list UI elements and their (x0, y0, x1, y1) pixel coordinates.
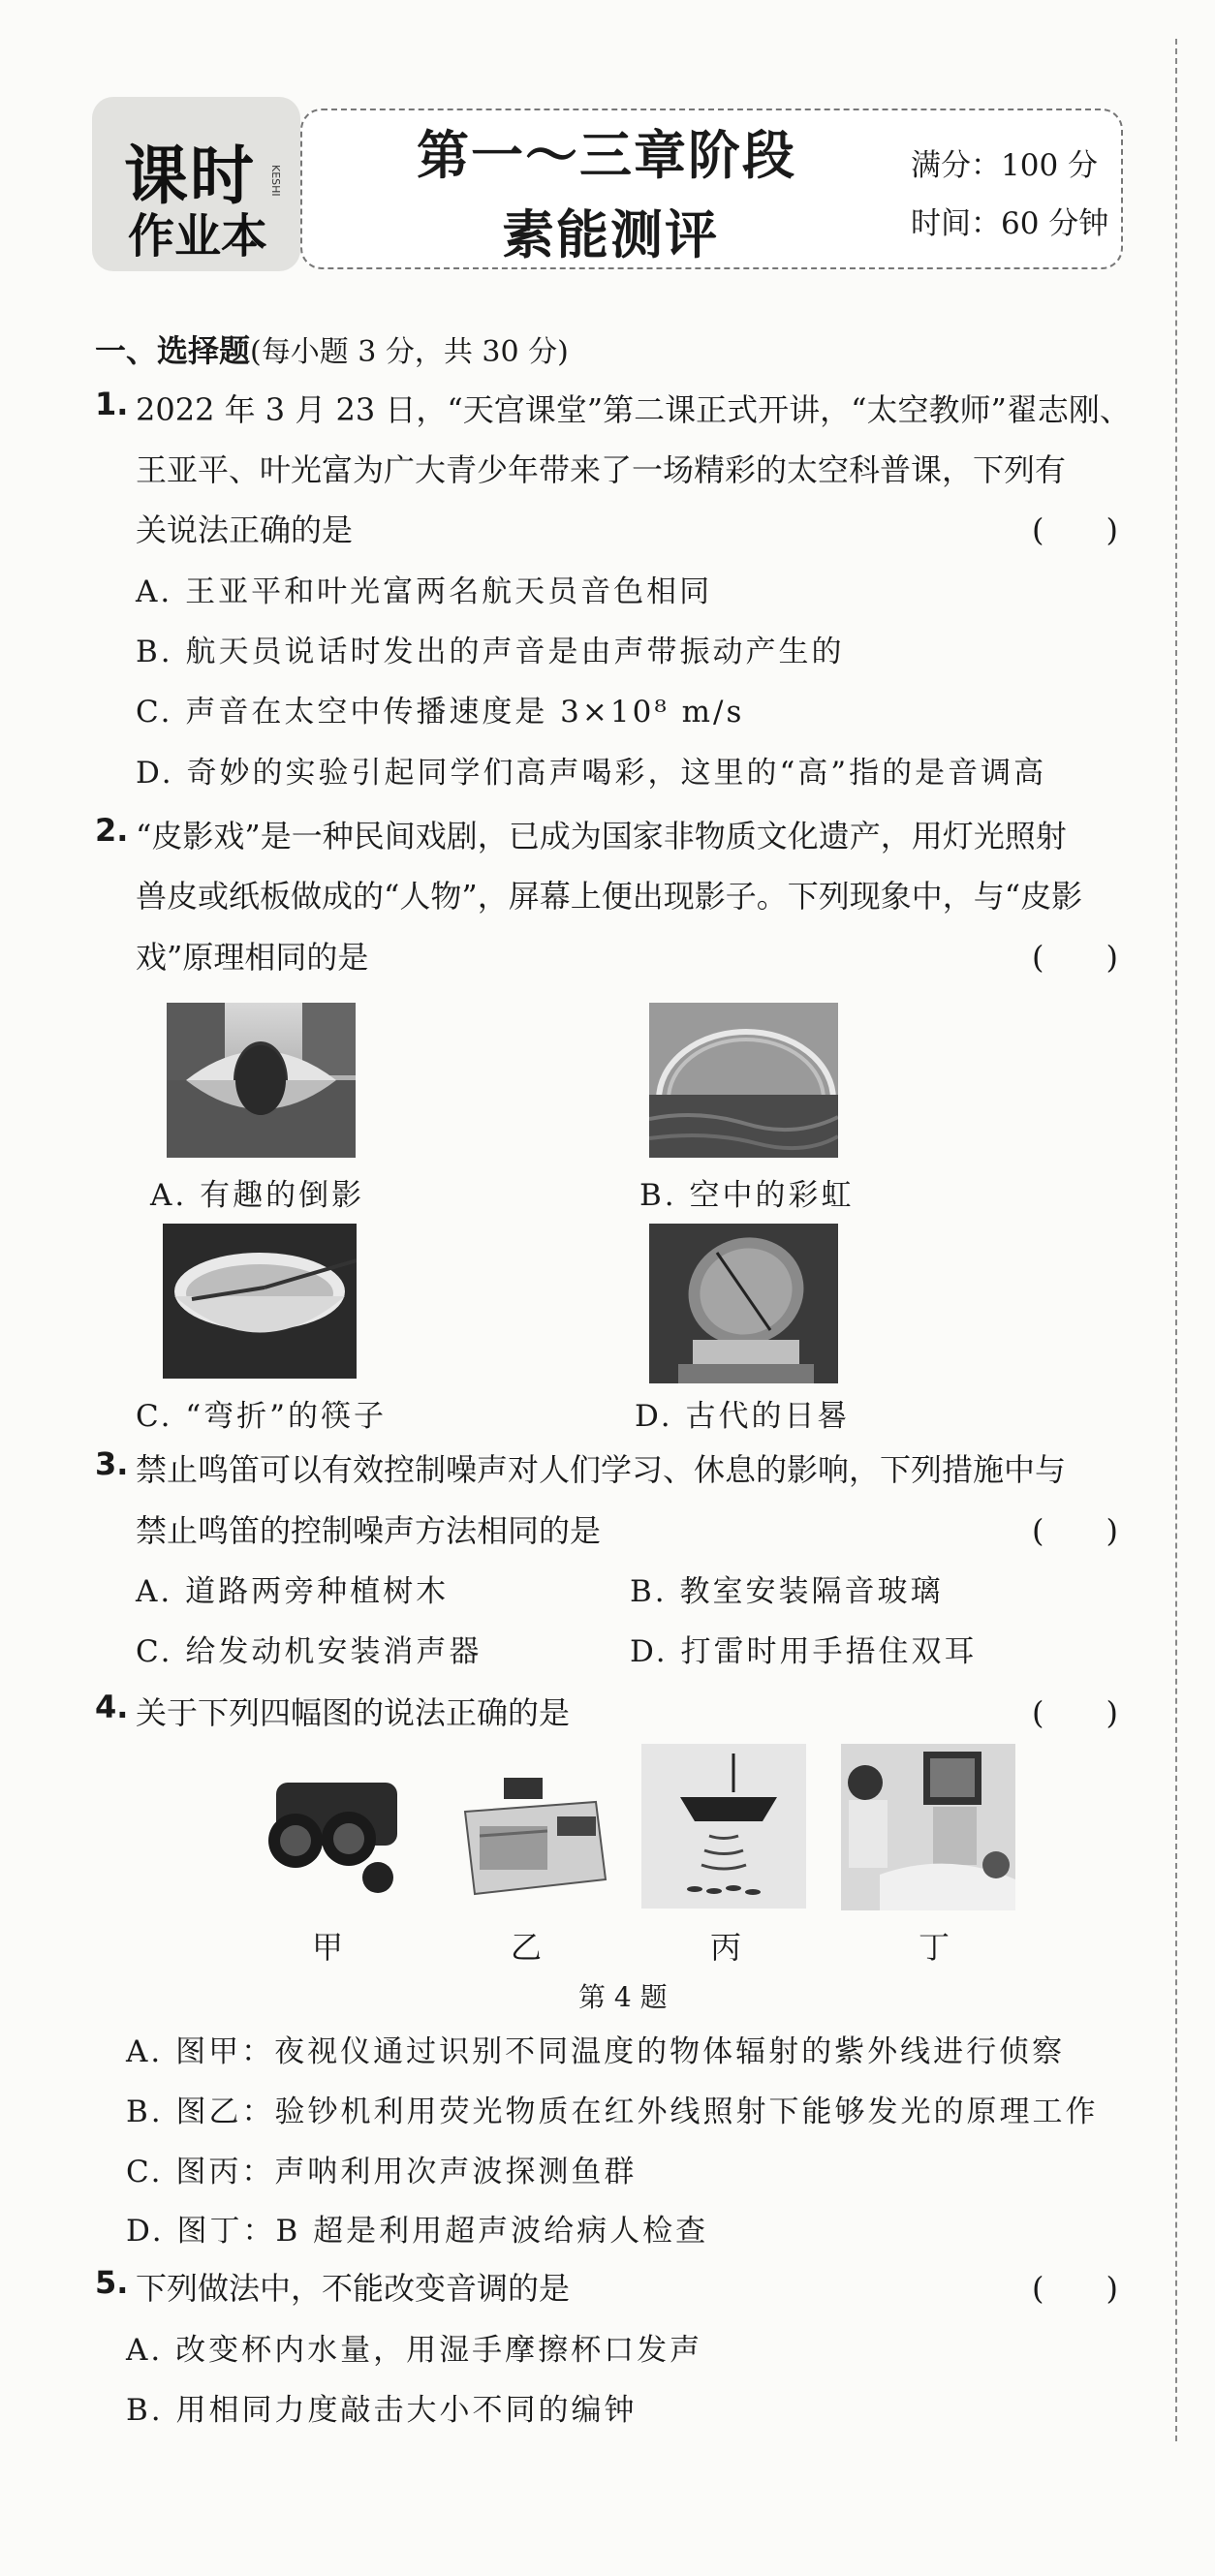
question-3-option-a[interactable]: A. 道路两旁种植树木 (136, 1574, 450, 1609)
bent-chopsticks-photo (163, 1224, 357, 1379)
question-5-number: 5. (95, 2264, 129, 2301)
question-1-number: 1. (95, 386, 129, 422)
money-detector-image (451, 1773, 615, 1909)
b-ultrasound-exam-image (841, 1744, 1015, 1910)
question-1-option-b[interactable]: B. 航天员说话时发出的声音是由声带振动产生的 (136, 635, 845, 669)
question-2-line: 戏”原理相同的是 (136, 939, 369, 976)
question-2-line: 兽皮或纸板做成的“人物”，屏幕上便出现影子。下列现象中，与“皮影 (136, 878, 1083, 915)
page-title-line1: 第一～三章阶段 (417, 125, 796, 186)
answer-blank[interactable]: ( ) (1032, 2270, 1118, 2307)
logo-text-bottom: 作业本 (128, 209, 268, 264)
question-3-option-c[interactable]: C. 给发动机安装消声器 (136, 1634, 483, 1669)
question-4-option-d[interactable]: D. 图丁：B 超是利用超声波给病人检查 (126, 2214, 709, 2249)
question-3-option-d[interactable]: D. 打雷时用手捂住双耳 (630, 1634, 978, 1669)
figure-label-ding: 丁 (919, 1929, 950, 1966)
question-5-option-a[interactable]: A. 改变杯内水量，用湿手摩擦杯口发声 (126, 2333, 703, 2368)
question-2-option-b[interactable]: B. 空中的彩虹 (639, 1178, 855, 1213)
question-1-option-c[interactable]: C. 声音在太空中传播速度是 3×10⁸ m/s (136, 695, 745, 729)
answer-blank[interactable]: ( ) (1032, 512, 1118, 548)
logo-text-top: 课时 (124, 139, 256, 213)
sundial-photo (649, 1224, 838, 1383)
rainbow-photo (649, 1003, 838, 1158)
question-2-option-c[interactable]: C. “弯折”的筷子 (136, 1399, 388, 1434)
section-note: (每小题 3 分，共 30 分) (250, 335, 569, 369)
page-title-line2: 素能测评 (502, 204, 719, 265)
figure-label-yi: 乙 (511, 1929, 543, 1966)
question-1-option-a[interactable]: A. 王亚平和叶光富两名航天员音色相同 (136, 574, 713, 609)
question-1-line: 王亚平、叶光富为广大青少年带来了一场精彩的太空科普课，下列有 (136, 451, 1067, 488)
figure-caption: 第 4 题 (578, 1981, 668, 2013)
page-fold-line (1175, 39, 1177, 2441)
figure-label-bing: 丙 (710, 1929, 742, 1966)
question-4-option-a[interactable]: A. 图甲：夜视仪通过识别不同温度的物体辐射的紫外线进行侦察 (126, 2034, 1066, 2069)
answer-blank[interactable]: ( ) (1032, 1512, 1118, 1549)
question-5-line: 下列做法中，不能改变音调的是 (136, 2270, 571, 2307)
question-2-option-a[interactable]: A. 有趣的倒影 (150, 1178, 365, 1213)
question-4-number: 4. (95, 1689, 129, 1725)
full-score: 满分：100 分 (911, 148, 1099, 183)
question-3-line: 禁止鸣笛的控制噪声方法相同的是 (136, 1512, 602, 1549)
bridge-reflection-photo (167, 1003, 356, 1158)
time-limit: 时间：60 分钟 (911, 206, 1109, 241)
question-5-option-b[interactable]: B. 用相同力度敲击大小不同的编钟 (126, 2393, 638, 2428)
question-2-option-d[interactable]: D. 古代的日晷 (635, 1399, 851, 1434)
question-1-line: 2022 年 3 月 23 日，“天宫课堂”第二课正式开讲，“太空教师”翟志刚、 (136, 391, 1131, 428)
question-3-line: 禁止鸣笛可以有效控制噪声对人们学习、休息的影响，下列措施中与 (136, 1451, 1067, 1488)
night-vision-binoculars-image (242, 1763, 412, 1899)
question-1-option-d[interactable]: D. 奇妙的实验引起同学们高声喝彩，这里的“高”指的是音调高 (136, 756, 1047, 791)
question-2-line: “皮影戏”是一种民间戏剧，已成为国家非物质文化遗产，用灯光照射 (136, 818, 1067, 854)
section-title: 一、选择题 (95, 332, 251, 369)
answer-blank[interactable]: ( ) (1032, 939, 1118, 976)
question-4-option-b[interactable]: B. 图乙：验钞机利用荧光物质在红外线照射下能够发光的原理工作 (126, 2095, 1099, 2129)
figure-label-jia: 甲 (312, 1929, 344, 1966)
question-1-line: 关说法正确的是 (136, 512, 354, 548)
question-3-number: 3. (95, 1445, 129, 1482)
question-4-option-c[interactable]: C. 图丙：声呐利用次声波探测鱼群 (126, 2155, 638, 2189)
logo-pinyin: KESHI (269, 165, 282, 197)
question-3-option-b[interactable]: B. 教室安装隔音玻璃 (630, 1574, 944, 1609)
sonar-fishing-boat-image (641, 1744, 806, 1909)
answer-blank[interactable]: ( ) (1032, 1694, 1118, 1731)
question-4-line: 关于下列四幅图的说法正确的是 (136, 1694, 571, 1731)
section-heading (95, 326, 569, 371)
question-2-number: 2. (95, 812, 129, 849)
